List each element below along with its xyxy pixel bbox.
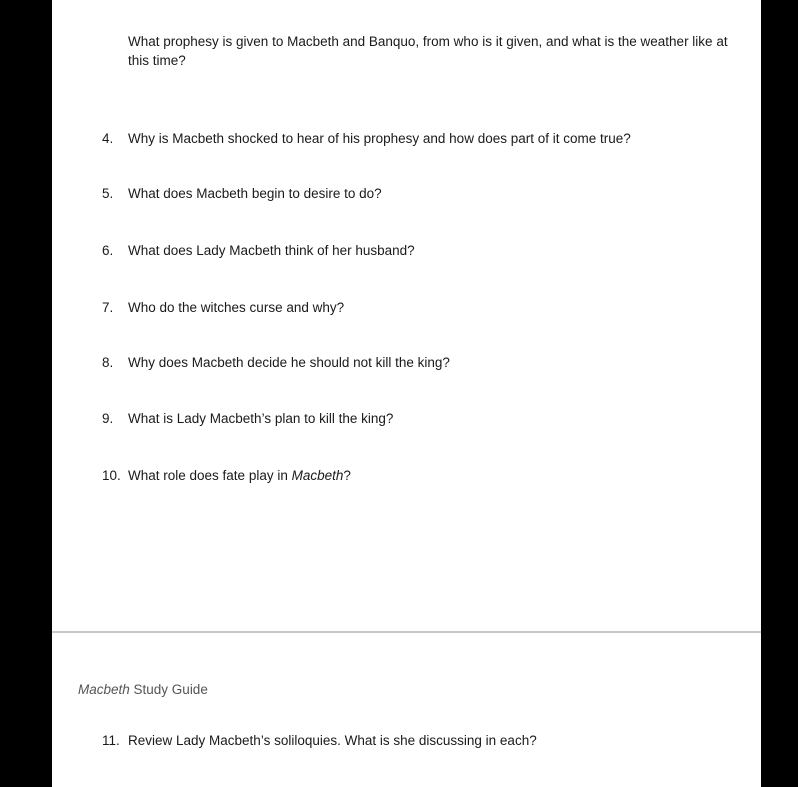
question-number: 10. [102, 468, 121, 483]
document-page-1 [52, 0, 761, 631]
question-11 [102, 733, 537, 748]
question-number: 11. [102, 733, 120, 748]
question-text: Who do the witches curse and why? [128, 300, 345, 315]
document-page-2 [52, 633, 761, 787]
page-header [78, 682, 208, 697]
question-text: Review Lady Macbeth’s soliloquies. What is she discussing in each? [128, 733, 537, 748]
question-text: What does Macbeth begin to desire to do? [128, 186, 382, 201]
question-number: 5. [102, 186, 114, 201]
header-play-title: Macbeth [78, 682, 130, 697]
question-number: 9. [102, 411, 114, 426]
header-subtitle: Study Guide [129, 682, 208, 697]
question-text-part: What role does fate play in [128, 468, 292, 483]
question-7 [102, 300, 344, 315]
question-text: What is Lady Macbeth’s plan to kill the king? [128, 411, 394, 426]
question-3-continuation: What prophesy is given to Macbeth and Banquo, from who is it given, and what is the weather like at this time? [128, 34, 728, 68]
question-5 [102, 186, 382, 201]
question-text: Why is Macbeth shocked to hear of his prophesy and how does part of it come true? [128, 131, 631, 146]
question-number: 6. [102, 243, 114, 258]
question-number: 7. [102, 300, 114, 315]
question-text-end: ? [343, 468, 351, 483]
question-text: What does Lady Macbeth think of her husband? [128, 243, 415, 258]
question-8 [102, 355, 450, 370]
play-title: Macbeth [291, 468, 344, 483]
question-6 [102, 243, 415, 258]
question-9 [102, 411, 393, 426]
question-number: 4. [102, 131, 114, 146]
question-number: 8. [102, 355, 114, 370]
question-4 [102, 131, 631, 146]
question-10 [102, 468, 351, 483]
question-text: Why does Macbeth decide he should not kill the king? [128, 355, 450, 370]
